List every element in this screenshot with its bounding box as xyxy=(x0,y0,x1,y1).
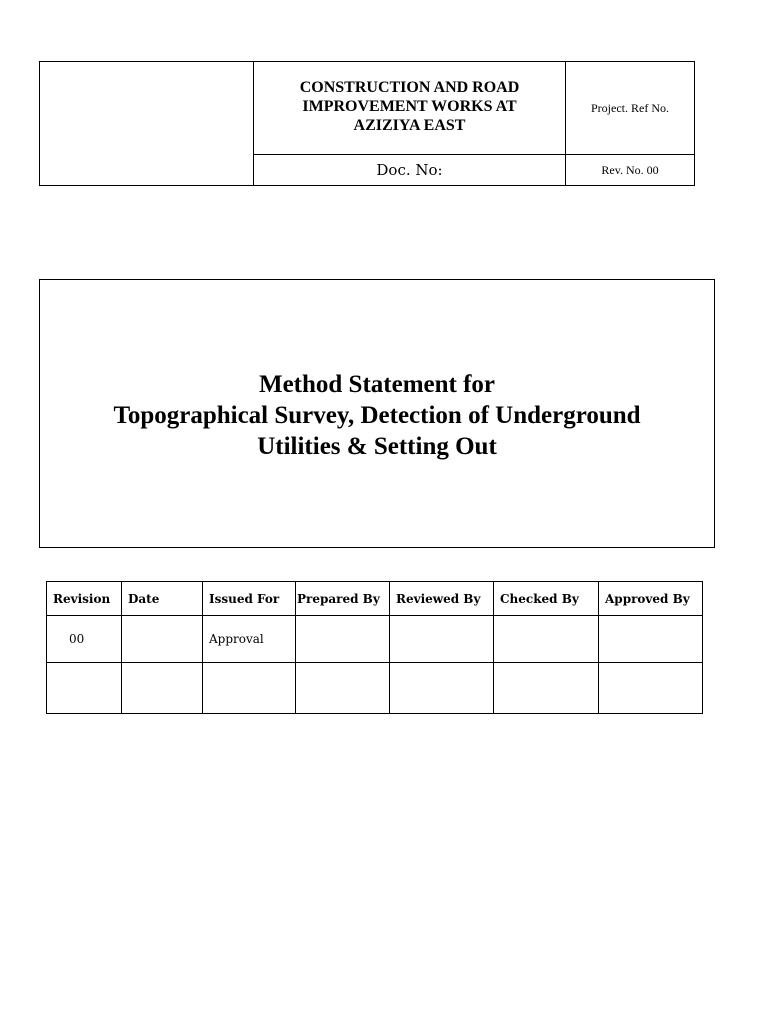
table-cell xyxy=(494,616,599,663)
table-cell xyxy=(122,616,203,663)
project-title-cell xyxy=(254,62,565,155)
column-header: Prepared By xyxy=(296,582,390,616)
table-cell: Approval xyxy=(203,616,296,663)
column-header: Reviewed By xyxy=(390,582,494,616)
table-header-row xyxy=(47,582,703,616)
table-cell xyxy=(390,616,494,663)
table-cell xyxy=(599,616,703,663)
revision-table xyxy=(46,581,703,714)
doc-number-label: Doc. No: xyxy=(376,161,443,179)
table-cell xyxy=(494,663,599,714)
table-cell xyxy=(122,663,203,714)
project-title: CONSTRUCTION AND ROAD IMPROVEMENT WORKS AT AZIZIYA EAST xyxy=(299,78,520,134)
table-cell xyxy=(390,663,494,714)
document-title-line-1: Method Statement for xyxy=(258,371,496,398)
table-cell xyxy=(47,663,122,714)
table-cell xyxy=(599,663,703,714)
table-row xyxy=(47,663,703,714)
table-row xyxy=(47,616,703,663)
document-title-box xyxy=(39,279,715,548)
document-title xyxy=(113,369,640,462)
column-header: Approved By xyxy=(599,582,703,616)
column-header: Checked By xyxy=(494,582,599,616)
document-title-line-2: Topographical Survey, Detection of Underground xyxy=(113,402,641,429)
table-cell xyxy=(296,616,390,663)
document-header xyxy=(39,61,695,186)
column-header: Date xyxy=(122,582,203,616)
column-header: Revision xyxy=(47,582,122,616)
document-title-line-3: Utilities & Setting Out xyxy=(257,433,497,460)
logo-cell xyxy=(40,62,254,185)
table-cell: 00 xyxy=(47,616,122,663)
table-cell xyxy=(203,663,296,714)
revision-number-label: Rev. No. 00 xyxy=(565,155,694,185)
project-ref-label: Project. Ref No. xyxy=(565,62,694,155)
table-cell xyxy=(296,663,390,714)
column-header: Issued For xyxy=(203,582,296,616)
